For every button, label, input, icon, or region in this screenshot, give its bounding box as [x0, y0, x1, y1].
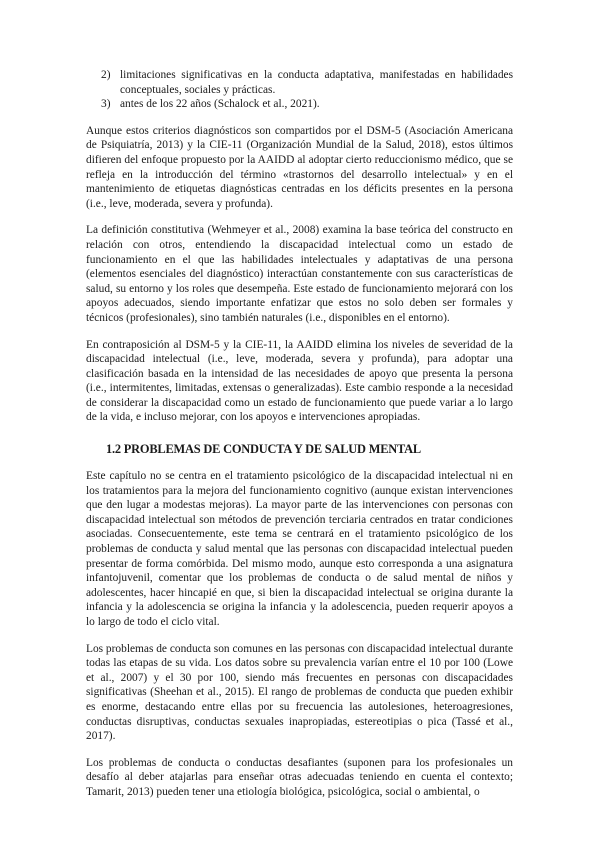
paragraph-challenging-behaviors: Los problemas de conducta o conductas desafiantes (suponen para los profesionales un desafío al deber atajarlas para enseñar otras adecuadas teniendo en cuenta el contexto; Tamarit, 2013) pueden tener una etiología biológica, psicológica, social o ambiental, o	[86, 756, 513, 798]
paragraph-constitutive-definition: La definición constitutiva (Wehmeyer et al., 2008) examina la base teórica del constructo en relación con otros, entendiendo la discapacidad intelectual como un estado de funcionamiento en el que las habilidades intelectuales y adaptativas de una persona (elementos esenciales del diagnóstico) interactúan constantemente con sus características de salud, su entorno y los roles que desempeña. Este estado de funcionamiento mejorará con los apoyos adecuados, siendo importante enfatizar que estos no solo deben ser formales y técnicos (profesionales), sino también naturales (i.e., disponibles en el entorno).	[86, 224, 513, 324]
paragraph-chapter-scope: Este capítulo no se centra en el tratamiento psicológico de la discapacidad intelectual ni en los tratamientos para la mejora del funcionamiento cognitivo (aunque existan intervenciones que den lugar a modestas mejoras). La mayor parte de las intervenciones con personas con discapacidad intelectual son métodos de prevención terciaria centrados en tratar condiciones asociadas. Consecuentemente, este tema se centrará en el tratamiento psicológico de los problemas de conducta y salud mental que las personas con discapacidad intelectual pueden presentar de forma comórbida. Del mismo modo, aunque esto corresponda a una asignatura infantojuvenil, comentar que los problemas de conducta o de salud mental de niños y adolescentes, hacer hincapié en que, si bien la discapacidad intelectual se origina durante la infancia y la adolescencia se origina la infancia y la adolescencia, pueden requerir apoyos a lo largo de todo el ciclo vital.	[86, 470, 513, 628]
paragraph-dsm-cie: Aunque estos criterios diagnósticos son compartidos por el DSM-5 (Asociación Americana de Psiquiatría, 2013) y la CIE-11 (Organización Mundial de la Salud, 2018), estos últimos difieren del enfoque propuesto por la AAIDD al adoptar cierto reduccionismo médico, que se refleja en la introducción del término «trastornos del desarrollo intelectual» y en el mantenimiento de etiquetas diagnósticas centradas en los déficits presentes en la persona (i.e., leve, moderada, severa y profunda).	[86, 124, 513, 210]
list-item	[86, 97, 513, 112]
list-item-text: antes de los 22 años (Schalock et al., 2021).	[120, 98, 320, 111]
criteria-list	[86, 68, 513, 112]
list-item-number: 3)	[101, 98, 111, 111]
paragraph-aaidd-severity: En contraposición al DSM-5 y la CIE-11, la AAIDD elimina los niveles de severidad de la discapacidad intelectual (i.e., leve, moderada, severa y profunda), para adoptar una clasificación basada en la intensidad de las necesidades de apoyo que presenta la persona (i.e., intermitentes, limitadas, extensas o generalizadas). Este cambio responde a la necesidad de considerar la discapacidad como un estado de funcionamiento que puede variar a lo largo de la vida, e incluso mejorar, con los apoyos e intervenciones apropiadas.	[86, 338, 513, 424]
list-item-text: limitaciones significativas en la conducta adaptativa, manifestadas en habilidades conceptuales, sociales y prácticas.	[120, 69, 513, 96]
paragraph-prevalence: Los problemas de conducta son comunes en las personas con discapacidad intelectual durante todas las etapas de su vida. Los datos sobre su prevalencia varían entre el 10 por 100 (Lowe et al., 2007) y el 30 por 100, siendo más frecuentes en personas con discapacidades significativas (Sheehan et al., 2015). El rango de problemas de conducta que pueden exhibir es enorme, destacando entre ellas por su frecuencia las autolesiones, heteroagresiones, conductas disruptivas, conductas sexuales inapropiadas, estereotipias o pica (Tassé et al., 2017).	[86, 642, 514, 743]
list-item	[86, 68, 513, 97]
list-item-number: 2)	[101, 69, 111, 81]
section-heading: 1.2 PROBLEMAS DE CONDUCTA Y DE SALUD MENTAL	[106, 442, 421, 457]
